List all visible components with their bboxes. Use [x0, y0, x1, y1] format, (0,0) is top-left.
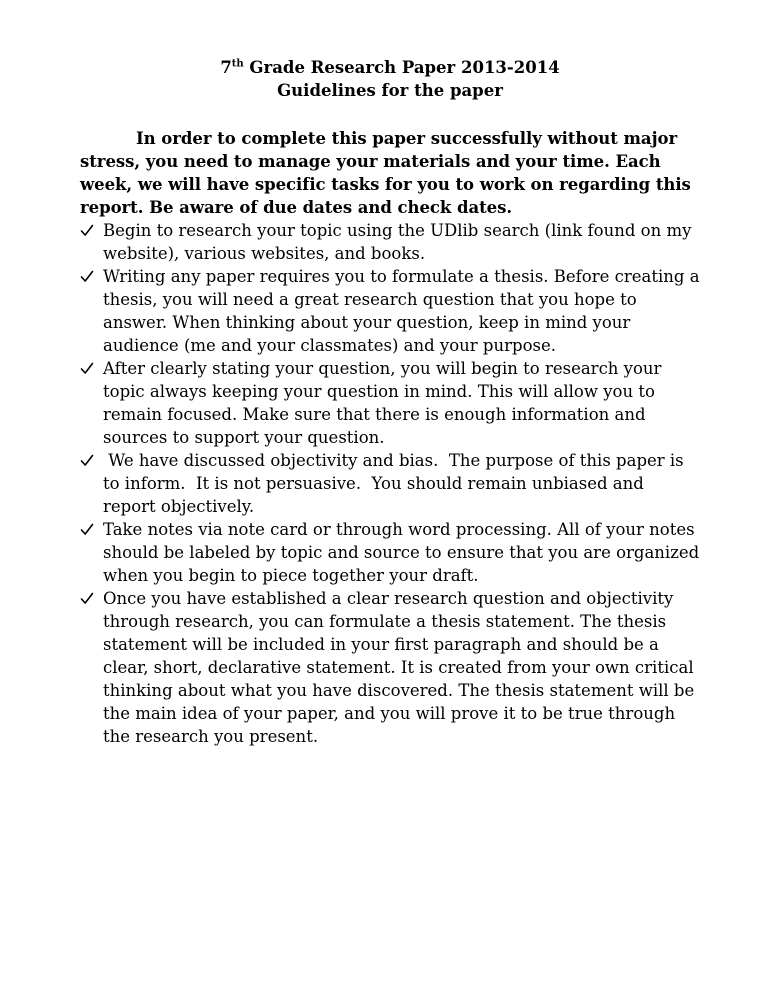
- list-item: [80, 219, 700, 265]
- checkmark-icon: [80, 587, 98, 610]
- document-subtitle: Guidelines for the paper: [277, 81, 503, 100]
- list-item: [80, 587, 700, 748]
- document-page: [80, 56, 700, 748]
- list-item: [80, 265, 700, 357]
- checkmark-icon: [80, 357, 98, 380]
- title-text: Grade Research Paper 2013-2014: [243, 58, 560, 77]
- list-item-text: Writing any paper requires you to formulate a thesis. Before creating a thesis, you will need a great research question that you hope to answer. When thinking about your question, keep in mind your audience (me and your classmates) and your purpose.: [103, 267, 700, 355]
- checkmark-icon: [80, 265, 98, 288]
- checkmark-icon: [80, 219, 98, 242]
- list-item-text: Take notes via note card or through word processing. All of your notes should be labeled by topic and source to ensure that you are organized when you begin to piece together your draft.: [103, 520, 700, 585]
- guidelines-list: [80, 219, 700, 748]
- list-item: [80, 449, 700, 518]
- list-item-text: Begin to research your topic using the UDlib search (link found on my website), various websites, and books.: [103, 221, 692, 263]
- list-item-text: Once you have established a clear research question and objectivity through research, you can formulate a thesis statement. The thesis statement will be included in your first paragraph and should be a clear, short, declarative statement. It is created from your own critical thinking about what you have discovered. The thesis statement will be the main idea of your paper, and you will prove it to be true through the research you present.: [103, 589, 695, 746]
- title-superscript: th: [231, 58, 244, 70]
- checkmark-icon: [80, 449, 98, 472]
- title-grade-number: 7: [220, 58, 232, 77]
- document-title: [80, 56, 700, 79]
- list-item-text: We have discussed objectivity and bias. The purpose of this paper is to inform. It is not persuasive. You should remain unbiased and report objectively.: [103, 451, 689, 516]
- list-item-text: After clearly stating your question, you will begin to research your topic always keeping your question in mind. This will allow you to remain focused. Make sure that there is enough information and sources to support your question.: [103, 359, 662, 447]
- intro-paragraph: In order to complete this paper successfully without major stress, you need to manage your materials and your time. Each week, we will have specific tasks for you to work on regarding this report. Be aware of due dates and check dates.: [80, 129, 691, 217]
- list-item: [80, 518, 700, 587]
- checkmark-icon: [80, 518, 98, 541]
- list-item: [80, 357, 700, 449]
